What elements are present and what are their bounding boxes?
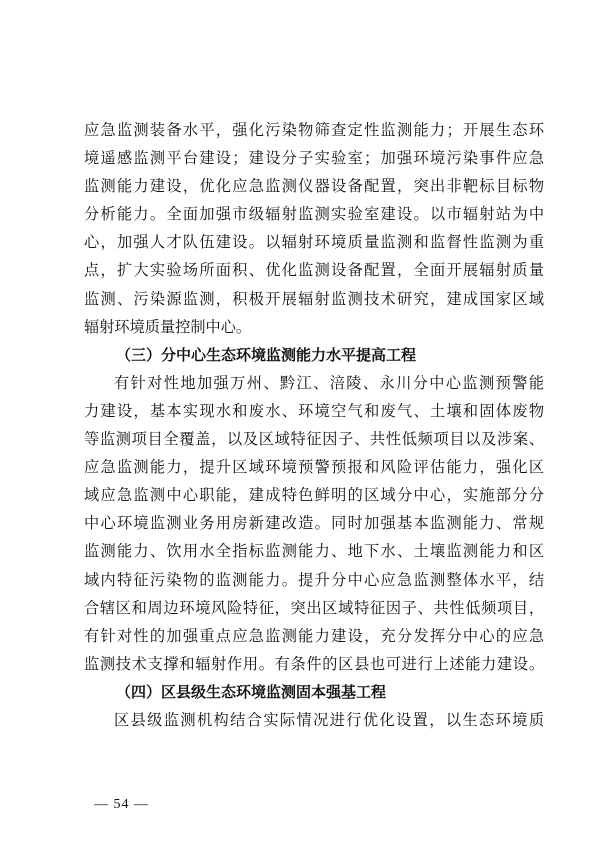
paragraph-line: 监测能力、饮用水全指标监测能力、地下水、土壤监测能力和区 <box>84 542 544 561</box>
body-text <box>84 116 544 734</box>
paragraph-line: 点，扩大实验场所面积、优化监测设备配置，全面开展辐射质量 <box>84 261 544 280</box>
paragraph-line: 有针对性的加强重点应急监测能力建设，充分发挥分中心的应急 <box>84 626 544 645</box>
paragraph-line: 辐射环境质量控制中心。 <box>84 317 252 336</box>
paragraph-line: 监测、污染源监测，积极开展辐射监测技术研究，建成国家区域 <box>84 289 544 308</box>
paragraph-line: 有针对性地加强万州、黔江、涪陵、永川分中心监测预警能 <box>114 373 544 392</box>
paragraph-line: 域应急监测中心职能，建成特色鲜明的区域分中心，实施部分分 <box>84 486 544 505</box>
page-number: — 54 — <box>94 797 149 812</box>
paragraph-line: 分析能力。全面加强市级辐射监测实验室建设。以市辐射站为中 <box>84 205 544 224</box>
paragraph-line: 应急监测装备水平，强化污染物筛查定性监测能力；开展生态环 <box>84 121 544 139</box>
paragraph-line: 域内特征污染物的监测能力。提升分中心应急监测整体水平，结 <box>84 570 544 589</box>
paragraph-line: 合辖区和周边环境风险特征，突出区域特征因子、共性低频项目， <box>84 598 544 617</box>
paragraph-line: 境遥感监测平台建设；建设分子实验室；加强环境污染事件应急 <box>84 149 544 168</box>
section-heading: （四）区县级生态环境监测固本强基工程 <box>116 682 387 701</box>
paragraph-line: 等监测项目全覆盖，以及区域特征因子、共性低频项目以及涉案、 <box>84 430 544 449</box>
paragraph-line: 区县级监测机构结合实际情况进行优化设置，以生态环境质 <box>114 710 544 729</box>
paragraph-line: 应急监测能力，提升区域环境预警预报和风险评估能力，强化区 <box>84 458 544 477</box>
paragraph-line: 力建设，基本实现水和废水、环境空气和废气、土壤和固体废物 <box>84 401 544 420</box>
paragraph-line: 监测技术支撑和辐射作用。有条件的区县也可进行上述能力建设。 <box>84 654 544 673</box>
paragraph-line: 中心环境监测业务用房新建改造。同时加强基本监测能力、常规 <box>84 514 544 533</box>
section-heading: （三）分中心生态环境监测能力水平提高工程 <box>116 345 417 364</box>
paragraph-line: 心，加强人才队伍建设。以辐射环境质量监测和监督性监测为重 <box>84 233 544 252</box>
paragraph-line: 监测能力建设，优化应急监测仪器设备配置，突出非靶标目标物 <box>84 177 544 196</box>
